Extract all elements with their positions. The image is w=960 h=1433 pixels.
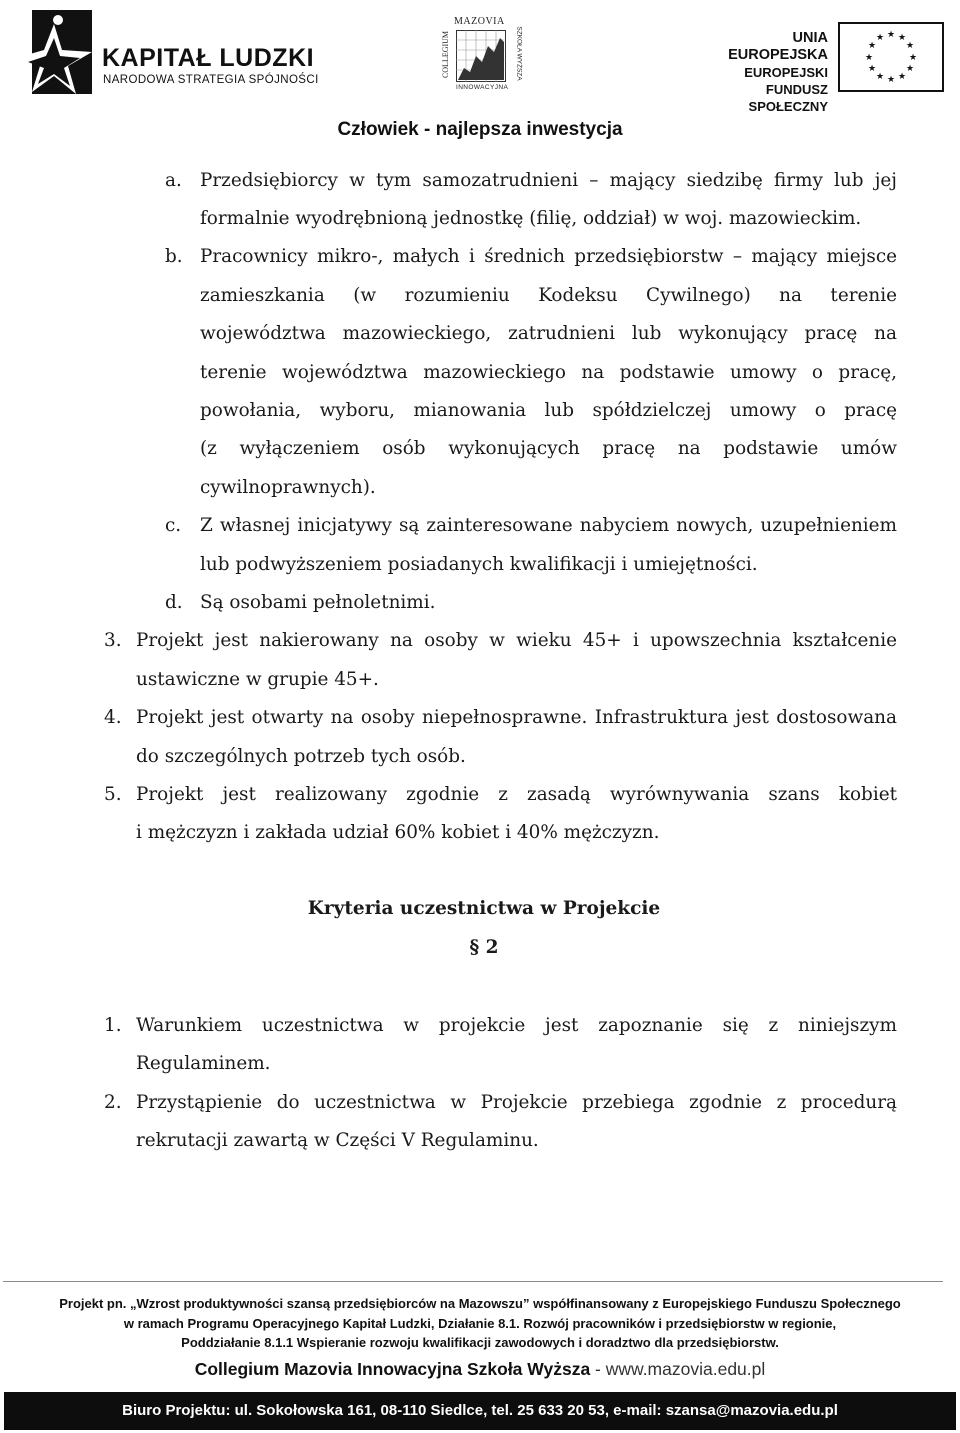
footer-project-line-1: Projekt pn. „Wzrost produktywności szansą przedsiębiorców na Mazowszu” współfinansowany z Europejskiego Funduszu Społecznego	[59, 1296, 901, 1311]
svg-text:★: ★	[905, 64, 915, 74]
svg-text:★: ★	[908, 53, 918, 63]
item-d-line-1: Są osobami pełnoletnimi.	[200, 592, 436, 613]
item-b-line-6: (z wyłączeniem osób wykonujących pracę na podstawie umów	[200, 438, 897, 459]
svg-text:★: ★	[897, 33, 907, 43]
item-3-line-2: ustawiczne w grupie 45+.	[136, 669, 379, 690]
eu-flag-icon	[838, 22, 944, 92]
item-b-line-5: powołania, wyboru, mianowania lub spółdzielczej umowy o pracę	[200, 400, 897, 421]
item-a-marker: a.	[165, 170, 182, 191]
item-d-marker: d.	[165, 592, 183, 613]
footer-divider	[3, 1281, 943, 1282]
eu-logo-line3: FUNDUSZ SPOŁECZNY	[748, 82, 828, 114]
svg-text:★: ★	[897, 72, 907, 82]
item-c-line-1: Z własnej inicjatywy są zainteresowane nabyciem nowych, uzupełnieniem	[200, 515, 897, 536]
eu-logo-line2: EUROPEJSKI	[744, 65, 828, 80]
item-a-line-2: formalnie wyodrębnioną jednostkę (filię, oddział) w woj. mazowieckim.	[200, 208, 862, 229]
footer-project-line-2: w ramach Programu Operacyjnego Kapitał Ludzki, Działanie 8.1. Rozwój pracowników i przedsiębiorstw w regionie,	[123, 1316, 837, 1331]
mazovia-logo-right: SZKOŁA WYŻSZA	[515, 26, 523, 81]
item-b-line-1: Pracownicy mikro-, małych i średnich przedsiębiorstw – mający miejsce	[200, 246, 897, 267]
svg-text:★: ★	[905, 41, 915, 51]
mazovia-logo-bottom: INNOWACYJNA	[456, 84, 509, 91]
footer-project-line-3: Poddziałanie 8.1.1 Wspieranie rozwoju kwalifikacji zawodowych i doradztwo dla przedsiębiorstw.	[181, 1335, 779, 1350]
svg-text:★: ★	[867, 41, 877, 51]
collegium-mazovia-logo	[441, 16, 523, 96]
kapital-ludzki-star-icon	[14, 6, 96, 98]
svg-text:★: ★	[886, 30, 896, 40]
item-a-line-1: Przedsiębiorcy w tym samozatrudnieni – mający siedzibę firmy lub jej	[200, 170, 897, 191]
section-title: Kryteria uczestnictwa w Projekcie	[307, 898, 661, 919]
item-3-marker: 3.	[104, 630, 122, 651]
svg-text:★: ★	[875, 33, 885, 43]
footer-website-link[interactable]: www.mazovia.edu.pl	[605, 1359, 766, 1379]
section-item-2-line-1: Przystąpienie do uczestnictwa w Projekcie przebiega zgodnie z procedurą	[136, 1092, 897, 1113]
item-b-line-4: terenie województwa mazowieckiego na podstawie umowy o pracę,	[200, 362, 897, 383]
kapital-ludzki-title: KAPITAŁ LUDZKI	[102, 44, 315, 72]
item-4-line-1: Projekt jest otwarty na osoby niepełnosprawne. Infrastruktura jest dostosowana	[136, 707, 897, 728]
mazovia-logo-top: MAZOVIA	[454, 16, 505, 27]
section-number: § 2	[469, 937, 499, 958]
item-3-line-1: Projekt jest nakierowany na osoby w wieku 45+ i upowszechnia kształcenie	[136, 630, 897, 651]
mazovia-chart-icon	[456, 30, 506, 82]
footer-college	[0, 1359, 960, 1380]
section-item-2-line-2: rekrutacji zawartą w Części V Regulaminu.	[136, 1130, 539, 1151]
section-item-2-marker: 2.	[104, 1092, 122, 1113]
section-item-1-marker: 1.	[104, 1015, 122, 1036]
eu-logo	[690, 22, 944, 114]
item-c-line-2: lub podwyższeniem posiadanych kwalifikacji i umiejętności.	[200, 554, 758, 575]
item-5-line-1: Projekt jest realizowany zgodnie z zasadą wyrównywania szans kobiet	[136, 784, 897, 805]
item-b-line-2: zamieszkania (w rozumieniu Kodeksu Cywilnego) na terenie	[200, 285, 897, 306]
item-b-marker: b.	[165, 246, 183, 267]
svg-text:★: ★	[886, 75, 896, 85]
svg-text:★: ★	[864, 53, 874, 63]
footer-college-separator: -	[590, 1359, 606, 1379]
eu-logo-line1: UNIA EUROPEJSKA	[728, 30, 828, 63]
svg-text:★: ★	[867, 64, 877, 74]
section-item-1-line-1: Warunkiem uczestnictwa w projekcie jest zapoznanie się z niniejszym	[136, 1015, 897, 1036]
section-item-1-line-2: Regulaminem.	[136, 1053, 271, 1074]
motto: Człowiek - najlepsza inwestycja	[337, 119, 623, 140]
item-b-line-3: województwa mazowieckiego, zatrudnieni lub wykonujący pracę na	[200, 323, 897, 344]
mazovia-logo-left: COLLEGIUM	[441, 30, 451, 79]
item-c-marker: c.	[165, 515, 182, 536]
kapital-ludzki-logo	[14, 6, 344, 98]
svg-text:★: ★	[875, 72, 885, 82]
page-header	[0, 0, 960, 150]
kapital-ludzki-subtitle: NARODOWA STRATEGIA SPÓJNOŚCI	[103, 74, 319, 86]
item-b-line-7: cywilnoprawnych).	[200, 477, 376, 498]
item-4-line-2: do szczególnych potrzeb tych osób.	[136, 746, 466, 767]
footer-college-name: Collegium Mazovia Innowacyjna Szkoła Wyższa	[194, 1359, 591, 1379]
footer-office-bar	[4, 1392, 956, 1430]
footer-office-text: Biuro Projektu: ul. Sokołowska 161, 08-110 Siedlce, tel. 25 633 20 53, e-mail: szansa@mazovia.edu.pl	[122, 1402, 838, 1419]
item-4-marker: 4.	[104, 707, 122, 728]
item-5-marker: 5.	[104, 784, 122, 805]
item-5-line-2: i mężczyzn i zakłada udział 60% kobiet i 40% mężczyzn.	[136, 822, 660, 843]
